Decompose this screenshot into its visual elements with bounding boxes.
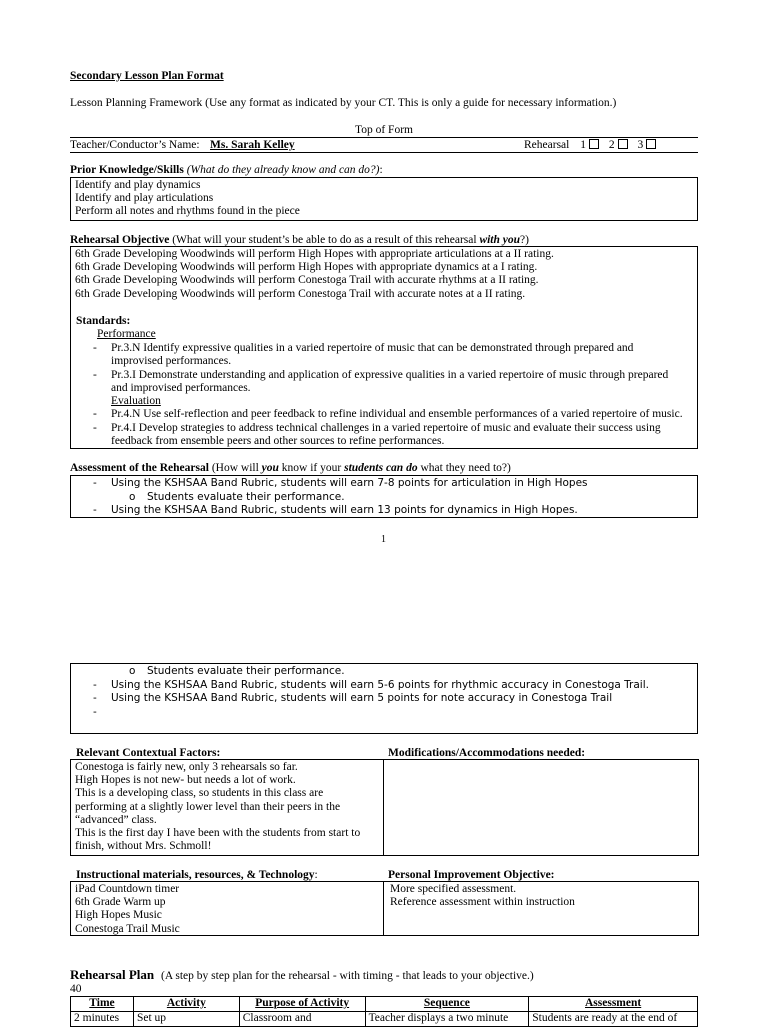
column-header: Activity xyxy=(133,997,239,1012)
assessment-item: Using the KSHSAA Band Rubric, students will earn 13 points for dynamics in High Hopes. xyxy=(111,504,578,516)
table-row xyxy=(71,1012,698,1027)
table-cell[interactable]: Teacher displays a two minute xyxy=(365,1012,529,1027)
standard-line: Pr.4.N Use self-reflection and peer feedback to refine individual and ensemble performances of a varied repertoire of music. xyxy=(111,408,683,420)
prior-knowledge-item: Perform all notes and rhythms found in the piece xyxy=(75,205,300,218)
standard-line: improvised performances. xyxy=(111,355,232,367)
assessment-box[interactable] xyxy=(70,475,698,518)
rehearsal-plan-table xyxy=(70,996,698,1027)
materials-line: 6th Grade Warm up xyxy=(75,896,166,909)
table-cell[interactable]: Classroom and xyxy=(239,1012,365,1027)
rehearsal-selector xyxy=(524,139,656,152)
column-header: Assessment xyxy=(529,997,698,1012)
prior-knowledge-item: Identify and play dynamics xyxy=(75,179,201,191)
performance-label: Performance xyxy=(97,328,156,340)
bullet-dash-icon: - xyxy=(93,342,97,354)
modifications-heading: Modifications/Accommodations needed: xyxy=(388,747,586,759)
improvement-line: More specified assessment. xyxy=(390,883,517,895)
rehearsal-option-2[interactable]: 2 xyxy=(609,139,628,151)
objective-item: 6th Grade Developing Woodwinds will perform High Hopes with appropriate articulations at a II rating. xyxy=(75,248,554,260)
page-title: Secondary Lesson Plan Format xyxy=(70,70,224,82)
prior-knowledge-item: Identify and play articulations xyxy=(75,192,214,205)
plan-minutes: 40 xyxy=(70,983,82,995)
standards-heading: Standards: xyxy=(76,315,131,327)
improvement-box[interactable] xyxy=(383,881,699,936)
objective-item: 6th Grade Developing Woodwinds will perform High Hopes with appropriate dynamics at a I rating. xyxy=(75,261,538,274)
assessment-item: Students evaluate their performance. xyxy=(147,665,345,677)
checkbox-icon[interactable] xyxy=(646,139,656,149)
standard-line: Pr.3.N Identify expressive qualities in a varied repertoire of music that can be demonstrated through prepared and xyxy=(111,342,634,354)
teacher-name: Ms. Sarah Kelley xyxy=(210,139,295,151)
objective-box[interactable] xyxy=(70,246,698,449)
materials-line: High Hopes Music xyxy=(75,909,162,922)
table-header-row xyxy=(71,997,698,1012)
prior-knowledge-box[interactable] xyxy=(70,177,698,221)
materials-line: Conestoga Trail Music xyxy=(75,922,180,935)
contextual-line: “advanced” class. xyxy=(75,813,157,826)
column-header: Time xyxy=(71,997,134,1012)
standard-line: Pr.4.I Develop strategies to address technical challenges in a varied repertoire of music and evaluate their success using xyxy=(111,422,661,434)
assessment-item: Students evaluate their performance. xyxy=(147,491,345,503)
teacher-rule xyxy=(70,152,698,153)
assessment-item: Using the KSHSAA Band Rubric, students will earn 7-8 points for articulation in High Hopes xyxy=(111,477,588,489)
assessment-item: Using the KSHSAA Band Rubric, students will earn 5-6 points for rhythmic accuracy in Conestoga Trail. xyxy=(111,679,649,691)
materials-line: iPad Countdown timer xyxy=(75,883,180,895)
objective-item: 6th Grade Developing Woodwinds will perform Conestoga Trail with accurate rhythms at a II rating. xyxy=(75,274,539,287)
bullet-dash-icon: - xyxy=(93,692,97,704)
bullet-dash-icon: - xyxy=(93,504,97,516)
framework-note: Lesson Planning Framework (Use any format as indicated by your CT. This is only a guide for necessary information.) xyxy=(70,97,617,109)
bullet-dash-icon: - xyxy=(93,477,97,489)
standard-line: feedback from ensemble peers and other sources to refine performances. xyxy=(111,435,445,447)
assessment-box-continued[interactable] xyxy=(70,663,698,734)
rehearsal-option-3[interactable]: 3 xyxy=(637,139,656,151)
assessment-heading: Assessment of the Rehearsal (How will you know if your students can do what they need to?) xyxy=(70,462,511,474)
teacher-label: Teacher/Conductor’s Name: xyxy=(70,139,200,151)
checkbox-icon[interactable] xyxy=(618,139,628,149)
standard-line: and improvised performances. xyxy=(111,382,251,394)
column-header: Purpose of Activity xyxy=(239,997,365,1012)
objective-heading: Rehearsal Objective (What will your student’s be able to do as a result of this rehearsal with you?) xyxy=(70,234,529,246)
objective-item: 6th Grade Developing Woodwinds will perform Conestoga Trail with accurate notes at a II rating. xyxy=(75,287,526,300)
assessment-item: Using the KSHSAA Band Rubric, students will earn 5 points for note accuracy in Conestoga Trail xyxy=(111,692,613,704)
bullet-dash-icon: - xyxy=(93,706,97,718)
evaluation-label: Evaluation xyxy=(111,395,161,407)
improvement-heading: Personal Improvement Objective: xyxy=(388,869,555,881)
bullet-circle-icon: o xyxy=(129,665,136,677)
checkbox-icon[interactable] xyxy=(589,139,599,149)
materials-heading: Instructional materials, resources, & Technology: xyxy=(76,869,318,881)
materials-box[interactable] xyxy=(70,881,384,936)
plan-heading: Rehearsal Plan (A step by step plan for the rehearsal - with timing - that leads to your objective.) xyxy=(70,967,534,982)
contextual-line: finish, without Mrs. Schmoll! xyxy=(75,840,212,853)
bullet-dash-icon: - xyxy=(93,369,97,381)
bullet-dash-icon: - xyxy=(93,679,97,691)
page-number: 1 xyxy=(381,534,386,545)
form-top-rule xyxy=(70,137,698,138)
contextual-line: High Hopes is not new- but needs a lot of work. xyxy=(75,774,296,787)
contextual-line: This is the first day I have been with the students from start to xyxy=(75,827,361,840)
contextual-line: Conestoga is fairly new, only 3 rehearsals so far. xyxy=(75,761,298,773)
table-cell[interactable]: 2 minutes xyxy=(71,1012,134,1027)
rehearsal-label: Rehearsal xyxy=(524,139,570,151)
bullet-dash-icon: - xyxy=(93,408,97,420)
contextual-heading: Relevant Contextual Factors: xyxy=(76,747,221,759)
improvement-line: Reference assessment within instruction xyxy=(390,896,575,909)
table-cell[interactable]: Students are ready at the end of xyxy=(529,1012,698,1027)
contextual-box[interactable] xyxy=(70,759,384,856)
bullet-dash-icon: - xyxy=(93,422,97,434)
column-header: Sequence xyxy=(365,997,529,1012)
table-cell[interactable]: Set up xyxy=(133,1012,239,1027)
contextual-line: This is a developing class, so students in this class are xyxy=(75,787,324,800)
contextual-line: performing at a slightly lower level than their peers in the xyxy=(75,800,341,813)
rehearsal-option-1[interactable]: 1 xyxy=(580,139,599,151)
top-of-form-label: Top of Form xyxy=(355,124,413,136)
bullet-circle-icon: o xyxy=(129,491,136,503)
standard-line: Pr.3.I Demonstrate understanding and application of expressive qualities in a varied repertoire of music through prepared xyxy=(111,369,669,381)
modifications-box[interactable] xyxy=(383,759,699,856)
prior-knowledge-heading: Prior Knowledge/Skills (What do they already know and can do?): xyxy=(70,164,383,176)
